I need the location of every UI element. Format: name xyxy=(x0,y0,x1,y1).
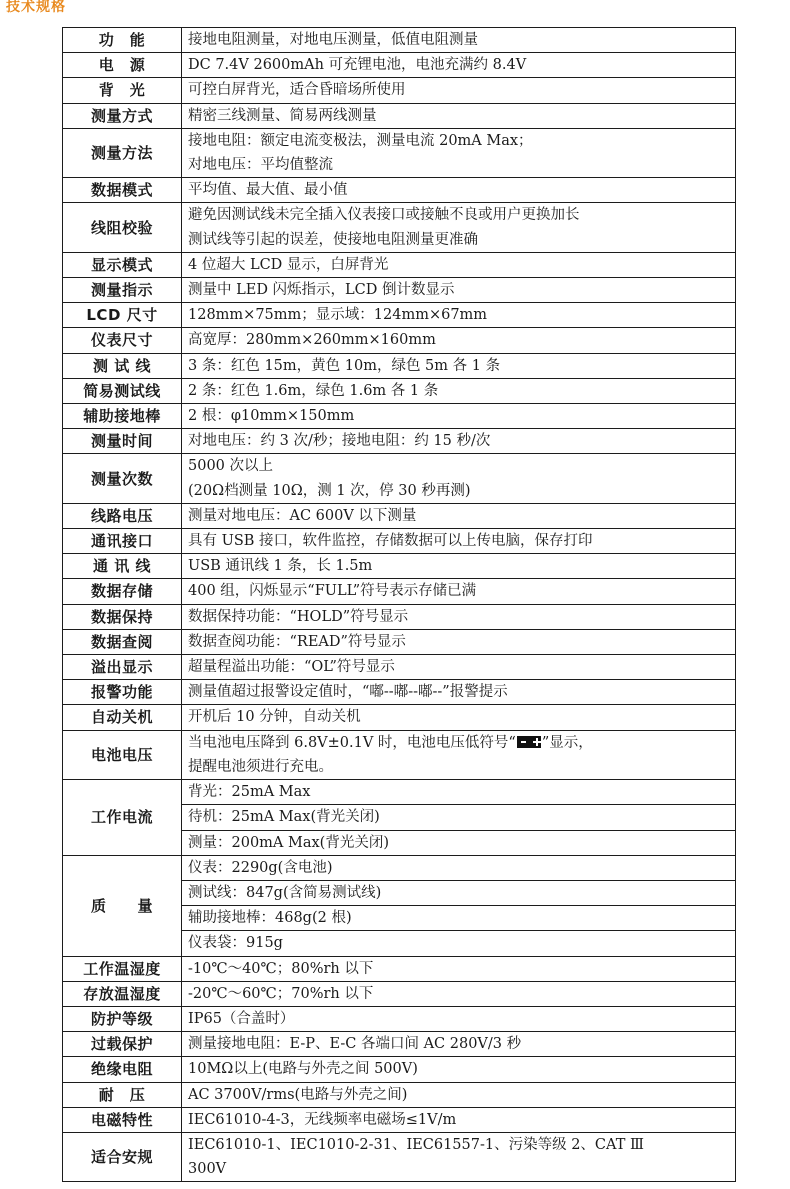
spec-value xyxy=(182,53,736,78)
spec-label: 数据查阅 xyxy=(63,629,182,654)
spec-value xyxy=(182,178,736,203)
spec-row xyxy=(63,730,736,779)
spec-label: 显示模式 xyxy=(63,252,182,277)
spec-value-line: 测量中 LED 闪烁指示，LCD 倒计数显示 xyxy=(188,282,455,299)
spec-value xyxy=(182,1032,736,1057)
spec-row xyxy=(63,28,736,53)
spec-label: 电池电压 xyxy=(63,730,182,779)
spec-row xyxy=(63,780,736,805)
spec-label: 过载保护 xyxy=(63,1032,182,1057)
spec-row xyxy=(63,981,736,1006)
spec-value: 仪表：2290g(含电池) xyxy=(182,855,736,880)
spec-row xyxy=(63,178,736,203)
spec-value-line: 数据查阅功能：“READ”符号显示 xyxy=(188,633,406,650)
spec-value: 辅助接地棒：468g(2 根) xyxy=(182,906,736,931)
battery-text-after: ”显示， xyxy=(541,734,593,751)
spec-label: 测量时间 xyxy=(63,429,182,454)
spec-value-line: 高宽厚：280mm×260mm×160mm xyxy=(188,332,436,349)
spec-label: 耐 压 xyxy=(63,1082,182,1107)
spec-value-line: DC 7.4V 2600mAh 可充锂电池，电池充满约 8.4V xyxy=(188,57,527,74)
spec-row xyxy=(63,705,736,730)
spec-row xyxy=(63,855,736,880)
spec-value: 测试线：847g(含简易测试线) xyxy=(182,880,736,905)
spec-value xyxy=(182,103,736,128)
spec-value xyxy=(182,252,736,277)
spec-row xyxy=(63,1132,736,1181)
spec-row xyxy=(63,1032,736,1057)
spec-value-line: 300V xyxy=(188,1161,227,1178)
spec-row xyxy=(63,429,736,454)
spec-label: 简易测试线 xyxy=(63,378,182,403)
spec-value-line: 可控白屏背光，适合昏暗场所使用 xyxy=(188,82,406,99)
spec-label: 电 源 xyxy=(63,53,182,78)
spec-label: 绝缘电阻 xyxy=(63,1057,182,1082)
spec-value-line: 超量程溢出功能：“OL”符号显示 xyxy=(188,659,395,676)
spec-row xyxy=(63,278,736,303)
spec-label: 测量方式 xyxy=(63,103,182,128)
spec-value xyxy=(182,579,736,604)
spec-value-line: IP65（合盖时） xyxy=(188,1010,295,1027)
spec-label: LCD 尺寸 xyxy=(63,303,182,328)
spec-row xyxy=(63,404,736,429)
spec-label: 溢出显示 xyxy=(63,655,182,680)
spec-value-line: 对地电压：平均值整流 xyxy=(188,157,333,174)
spec-value-line xyxy=(188,731,729,755)
spec-row xyxy=(63,252,736,277)
spec-value: 待机：25mA Max(背光关闭) xyxy=(182,805,736,830)
spec-row xyxy=(63,353,736,378)
spec-row xyxy=(63,655,736,680)
spec-value xyxy=(182,1082,736,1107)
spec-label: 通讯接口 xyxy=(63,529,182,554)
spec-value-line: 3 条：红色 15m，黄色 10m，绿色 5m 各 1 条 xyxy=(188,357,501,374)
spec-value-line: 128mm×75mm；显示域：124mm×67mm xyxy=(188,307,488,324)
spec-value-line: 2 根：φ10mm×150mm xyxy=(188,408,355,425)
spec-value xyxy=(182,429,736,454)
spec-row xyxy=(63,328,736,353)
spec-label: 存放温湿度 xyxy=(63,981,182,1006)
spec-label: 数据存储 xyxy=(63,579,182,604)
spec-value xyxy=(182,328,736,353)
spec-label: 工作电流 xyxy=(63,780,182,856)
spec-value-line: -10℃～40℃；80%rh 以下 xyxy=(188,960,374,977)
spec-row xyxy=(63,529,736,554)
battery-text-before: 当电池电压降到 6.8V±0.1V 时，电池电压低符号“ xyxy=(188,734,516,751)
spec-value-line: 接地电阻：额定电流变极法，测量电流 20mA Max； xyxy=(188,132,533,149)
spec-value-line: 4 位超大 LCD 显示，白屏背光 xyxy=(188,256,389,273)
spec-value xyxy=(182,705,736,730)
spec-label: 背 光 xyxy=(63,78,182,103)
spec-label: 辅助接地棒 xyxy=(63,404,182,429)
spec-value: 测量：200mA Max(背光关闭) xyxy=(182,830,736,855)
spec-value-line: 提醒电池须进行充电。 xyxy=(188,758,333,775)
spec-value xyxy=(182,1132,736,1181)
spec-value xyxy=(182,503,736,528)
spec-value xyxy=(182,378,736,403)
spec-heading: 技术规格 xyxy=(6,0,66,15)
spec-table xyxy=(62,27,736,1182)
spec-row xyxy=(63,579,736,604)
spec-label: 线路电压 xyxy=(63,503,182,528)
spec-value xyxy=(182,303,736,328)
spec-value xyxy=(182,454,736,503)
spec-label: 线阻校验 xyxy=(63,203,182,252)
spec-row xyxy=(63,604,736,629)
spec-value xyxy=(182,604,736,629)
spec-row xyxy=(63,503,736,528)
spec-row xyxy=(63,1107,736,1132)
spec-value-line: 数据保持功能：“HOLD”符号显示 xyxy=(188,608,409,625)
spec-row xyxy=(63,680,736,705)
spec-value-line: (20Ω档测量 10Ω，测 1 次，停 30 秒再测) xyxy=(188,482,471,499)
spec-value-line: 5000 次以上 xyxy=(188,458,274,475)
spec-value xyxy=(182,278,736,303)
spec-value-line: 测量对地电压：AC 600V 以下测量 xyxy=(188,507,417,524)
spec-value-line: 400 组，闪烁显示“FULL”符号表示存储已满 xyxy=(188,583,477,600)
spec-label: 数据模式 xyxy=(63,178,182,203)
spec-value xyxy=(182,1107,736,1132)
spec-label: 电磁特性 xyxy=(63,1107,182,1132)
spec-value xyxy=(182,554,736,579)
spec-label: 功 能 xyxy=(63,28,182,53)
spec-value-line: 2 条：红色 1.6m，绿色 1.6m 各 1 条 xyxy=(188,382,439,399)
spec-value-line: 接地电阻测量，对地电压测量，低值电阻测量 xyxy=(188,32,478,48)
spec-value-line: 测试线等引起的误差，使接地电阻测量更准确 xyxy=(188,231,478,248)
spec-value-line: 平均值、最大值、最小值 xyxy=(188,182,348,199)
spec-value-line: 避免因测试线未完全插入仪表接口或接触不良或用户更换加长 xyxy=(188,207,580,224)
spec-value-line: 测量值超过报警设定值时，“嘟--嘟--嘟--”报警提示 xyxy=(188,684,508,701)
spec-value xyxy=(182,629,736,654)
spec-row xyxy=(63,1082,736,1107)
spec-value xyxy=(182,404,736,429)
spec-value xyxy=(182,28,736,53)
battery-low-icon xyxy=(517,736,541,748)
spec-value-line: -20℃～60℃；70%rh 以下 xyxy=(188,985,374,1002)
spec-value-line: 对地电压：约 3 次/秒；接地电阻：约 15 秒/次 xyxy=(188,433,491,450)
spec-value xyxy=(182,680,736,705)
spec-label: 质 量 xyxy=(63,855,182,956)
spec-row xyxy=(63,128,736,177)
spec-label: 测量方法 xyxy=(63,128,182,177)
spec-row xyxy=(63,78,736,103)
spec-label: 仪表尺寸 xyxy=(63,328,182,353)
spec-value: 仪表袋：915g xyxy=(182,931,736,956)
spec-value xyxy=(182,1006,736,1031)
spec-row xyxy=(63,1006,736,1031)
spec-label: 测 试 线 xyxy=(63,353,182,378)
spec-value xyxy=(182,956,736,981)
spec-label: 数据保持 xyxy=(63,604,182,629)
spec-label: 测量次数 xyxy=(63,454,182,503)
spec-value-line: 开机后 10 分钟，自动关机 xyxy=(188,709,361,726)
spec-row xyxy=(63,378,736,403)
spec-value: 背光：25mA Max xyxy=(182,780,736,805)
spec-row xyxy=(63,103,736,128)
spec-value xyxy=(182,981,736,1006)
spec-row xyxy=(63,629,736,654)
spec-value-line: 精密三线测量、简易两线测量 xyxy=(188,107,377,124)
spec-label: 报警功能 xyxy=(63,680,182,705)
spec-value xyxy=(182,655,736,680)
spec-row xyxy=(63,1057,736,1082)
spec-value-line: IEC61010-1、IEC1010-2-31、IEC61557-1、污染等级 2、CAT Ⅲ xyxy=(188,1136,644,1153)
spec-row xyxy=(63,554,736,579)
spec-value xyxy=(182,203,736,252)
spec-row xyxy=(63,956,736,981)
spec-value-line: USB 通讯线 1 条，长 1.5m xyxy=(188,558,373,575)
spec-label: 防护等级 xyxy=(63,1006,182,1031)
spec-label: 工作温湿度 xyxy=(63,956,182,981)
spec-label: 测量指示 xyxy=(63,278,182,303)
spec-row xyxy=(63,203,736,252)
spec-value-line: 测量接地电阻：E-P、E-C 各端口间 AC 280V/3 秒 xyxy=(188,1036,522,1053)
spec-value-line: IEC61010-4-3，无线频率电磁场≤1V/m xyxy=(188,1111,457,1128)
spec-label: 通 讯 线 xyxy=(63,554,182,579)
spec-value xyxy=(182,529,736,554)
spec-value xyxy=(182,128,736,177)
spec-row xyxy=(63,303,736,328)
spec-value xyxy=(182,78,736,103)
spec-value xyxy=(182,353,736,378)
spec-value-line: 具有 USB 接口，软件监控，存储数据可以上传电脑，保存打印 xyxy=(188,533,593,550)
spec-label: 自动关机 xyxy=(63,705,182,730)
spec-value xyxy=(182,730,736,779)
spec-label: 适合安规 xyxy=(63,1132,182,1181)
spec-row xyxy=(63,53,736,78)
spec-value xyxy=(182,1057,736,1082)
spec-value-line: 10MΩ以上(电路与外壳之间 500V) xyxy=(188,1061,418,1078)
spec-row xyxy=(63,454,736,503)
spec-value-line: AC 3700V/rms(电路与外壳之间) xyxy=(188,1086,408,1103)
